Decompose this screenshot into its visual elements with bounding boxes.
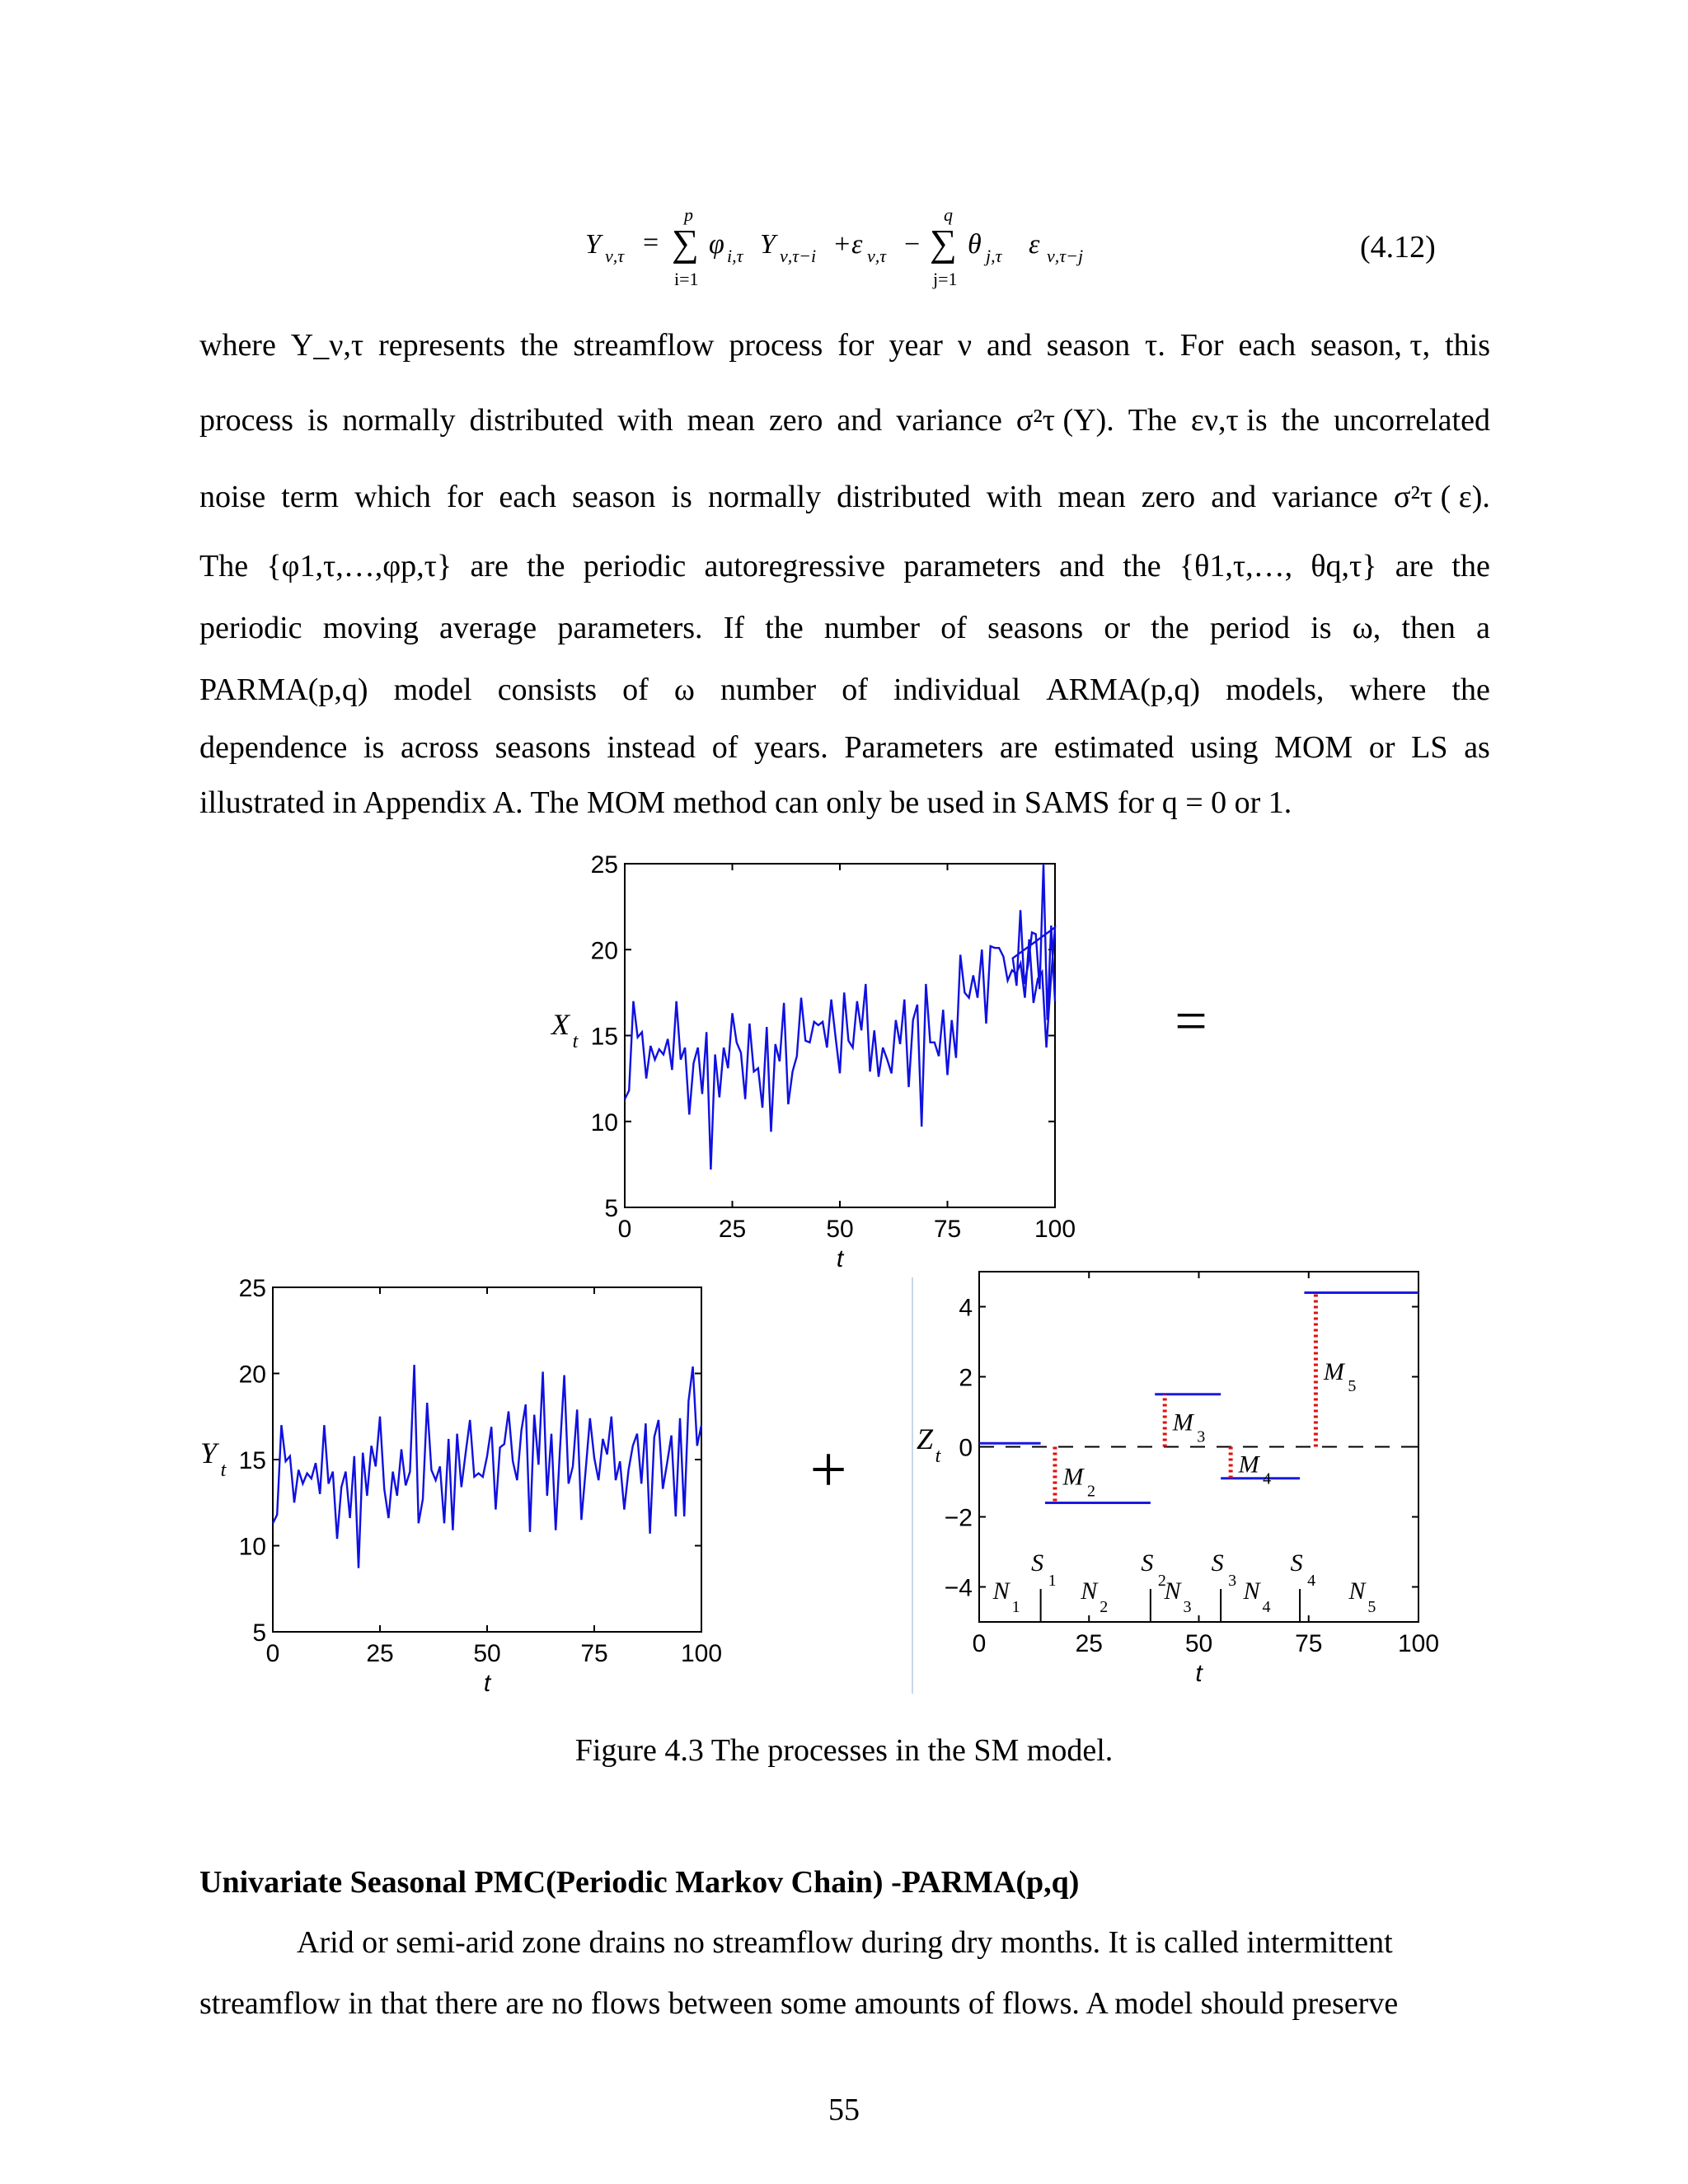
word: MOM xyxy=(1274,730,1353,765)
paragraph-line-8: illustrated in Appendix A. The MOM method can only be used in SAMS for q = 0 or 1. xyxy=(199,785,1292,820)
word: normally xyxy=(342,403,456,438)
word: The xyxy=(199,549,249,583)
segment-label: N xyxy=(1243,1577,1260,1605)
eq-phi-sub: i,τ xyxy=(727,246,743,266)
word: moving xyxy=(322,611,419,645)
word: as xyxy=(1464,730,1490,765)
word: model xyxy=(393,673,472,707)
word: zero xyxy=(1141,480,1196,514)
word: using xyxy=(1190,730,1259,765)
word: distributed xyxy=(469,403,604,438)
axes-frame xyxy=(625,864,1055,1207)
word: period xyxy=(1209,611,1290,645)
series-line xyxy=(273,1365,701,1568)
figure-4-3 xyxy=(0,832,1688,1739)
y-tick-label: 20 xyxy=(590,937,618,965)
word: for xyxy=(837,328,874,363)
word: ω xyxy=(673,673,695,707)
word: the xyxy=(520,328,559,363)
y-axis-label-sub: t xyxy=(935,1446,941,1467)
plot-x-t xyxy=(550,851,1076,1272)
word: term xyxy=(281,480,339,514)
word: process xyxy=(199,403,293,438)
word: the xyxy=(1451,549,1490,583)
word: of xyxy=(940,611,967,645)
eq-phi: φ xyxy=(709,229,724,260)
eq-lhs-sub: ν,τ xyxy=(605,246,625,266)
word: autoregressive xyxy=(704,549,885,583)
eq-sum2-upper: q xyxy=(944,204,953,225)
word: Y_ν,τ xyxy=(290,328,364,363)
eq-sum2-sigma: ∑ xyxy=(930,222,957,264)
word: then xyxy=(1401,611,1456,645)
word: or xyxy=(1104,611,1131,645)
word: dependence xyxy=(199,730,348,765)
word: the xyxy=(765,611,804,645)
y-tick-label: 4 xyxy=(959,1294,973,1322)
word: mean xyxy=(687,403,755,438)
x-tick-label: 100 xyxy=(1397,1630,1440,1657)
paragraph-line-5 xyxy=(199,610,1490,646)
segment-label-sub: 4 xyxy=(1262,1598,1271,1616)
segment-label-sub: 2 xyxy=(1100,1598,1109,1616)
eq-theta-sub: j,τ xyxy=(986,246,1002,266)
word: variance xyxy=(1272,480,1378,514)
word: Parameters xyxy=(844,730,984,765)
eq-eps2-sub: ν,τ−j xyxy=(1047,246,1084,266)
series-line xyxy=(625,864,1055,1169)
word: and xyxy=(1059,549,1104,583)
segment-label: N xyxy=(992,1577,1010,1605)
y-tick-label: 2 xyxy=(959,1364,973,1392)
word: years. xyxy=(754,730,828,765)
word: variance xyxy=(896,403,1002,438)
mean-label-sub: 2 xyxy=(1086,1482,1095,1501)
switch-label-sub: 3 xyxy=(1228,1572,1237,1590)
word: with xyxy=(617,403,673,438)
word: instead xyxy=(607,730,696,765)
word: parameters xyxy=(903,549,1041,583)
x-tick-label: 0 xyxy=(265,1640,280,1667)
word: PARMA(p,q) xyxy=(199,673,368,707)
word: parameters. xyxy=(557,611,703,645)
eq-equals: = xyxy=(643,227,659,258)
y-tick-label: 5 xyxy=(604,1195,618,1222)
word: The xyxy=(1128,403,1177,438)
eq-y2: Y xyxy=(760,229,776,260)
y-axis-label: X xyxy=(551,1008,570,1041)
word: individual xyxy=(893,673,1021,707)
word: seasons xyxy=(495,730,591,765)
equation-4-12 xyxy=(577,204,1170,303)
word: with xyxy=(986,480,1043,514)
mean-label-sub: 5 xyxy=(1348,1377,1357,1395)
eq-y2-sub: ν,τ−i xyxy=(780,246,817,266)
x-tick-label: 25 xyxy=(718,1216,747,1243)
word: this xyxy=(1445,328,1490,363)
equals-symbol: = xyxy=(1175,990,1207,1053)
word: of xyxy=(711,730,738,765)
x-axis-label: t xyxy=(836,1245,844,1272)
eq-sum1-sigma: ∑ xyxy=(672,222,699,264)
word: {θ1,τ,…, xyxy=(1179,549,1293,583)
word: and xyxy=(837,403,883,438)
word: where xyxy=(1349,673,1427,707)
y-tick-label: 10 xyxy=(238,1533,266,1561)
x-tick-label: 25 xyxy=(1075,1630,1103,1657)
word: estimated xyxy=(1053,730,1175,765)
word: is xyxy=(307,403,329,438)
word: a xyxy=(1476,611,1490,645)
y-tick-label: 25 xyxy=(590,851,618,879)
paragraph-line-4 xyxy=(199,548,1490,584)
x-tick-label: 50 xyxy=(826,1216,854,1243)
word: periodic xyxy=(583,549,687,583)
plot-z-t xyxy=(917,1272,1439,1687)
word: the xyxy=(1281,403,1320,438)
word: {φ1,τ,…,φp,τ} xyxy=(266,549,452,583)
y-tick-label: 15 xyxy=(238,1447,266,1474)
switch-label: S xyxy=(1141,1549,1154,1577)
word: are xyxy=(1395,549,1434,583)
switch-label: S xyxy=(1031,1549,1044,1577)
word: distributed xyxy=(837,480,971,514)
paragraph-line-7 xyxy=(199,729,1490,766)
x-tick-label: 100 xyxy=(1034,1216,1076,1243)
x-tick-label: 75 xyxy=(580,1640,608,1667)
plot-y-t xyxy=(200,1275,722,1697)
paragraph-line-3 xyxy=(199,479,1490,515)
segment-label: N xyxy=(1081,1577,1098,1605)
word: For xyxy=(1179,328,1224,363)
x-axis-label: t xyxy=(1195,1660,1203,1687)
x-tick-label: 0 xyxy=(972,1630,987,1657)
word: of xyxy=(842,673,868,707)
y-tick-label: 5 xyxy=(252,1619,266,1647)
x-tick-label: 25 xyxy=(366,1640,394,1667)
word: is xyxy=(363,730,385,765)
word: season xyxy=(572,480,656,514)
word: the xyxy=(1123,549,1161,583)
word: LS xyxy=(1411,730,1448,765)
word: each xyxy=(499,480,556,514)
word: ω, xyxy=(1352,611,1381,645)
word: each xyxy=(1238,328,1296,363)
paragraph-line-2 xyxy=(199,402,1490,438)
segment-label: N xyxy=(1164,1577,1181,1605)
word: ν xyxy=(957,328,973,363)
word: ARMA(p,q) xyxy=(1046,673,1201,707)
x-tick-label: 0 xyxy=(617,1216,632,1243)
word: and xyxy=(986,328,1032,363)
word: are xyxy=(999,730,1039,765)
y-axis-label: Z xyxy=(916,1422,934,1455)
word: seasons xyxy=(987,611,1084,645)
switch-label: S xyxy=(1211,1549,1224,1577)
y-tick-label: −2 xyxy=(944,1504,973,1532)
y-axis-label-sub: t xyxy=(572,1031,579,1052)
word: zero xyxy=(768,403,823,438)
word: where xyxy=(199,328,276,363)
word: is xyxy=(1311,611,1332,645)
word: average xyxy=(439,611,537,645)
eq-lhs: Y xyxy=(585,229,601,260)
word: or xyxy=(1368,730,1395,765)
equation-number: (4.12) xyxy=(1360,230,1436,265)
eq-plus-eps: +ε xyxy=(832,229,863,260)
segment-label-sub: 3 xyxy=(1183,1598,1192,1616)
y-tick-label: 15 xyxy=(590,1023,618,1051)
word: σ²τ (Y). xyxy=(1015,403,1114,438)
y-tick-label: 0 xyxy=(959,1434,973,1462)
switch-label-sub: 2 xyxy=(1157,1572,1166,1590)
word: the xyxy=(527,549,565,583)
switch-label-sub: 1 xyxy=(1048,1572,1057,1590)
word: the xyxy=(1151,611,1189,645)
mean-label: M xyxy=(1062,1463,1084,1491)
word: represents xyxy=(378,328,506,363)
mean-label: M xyxy=(1172,1408,1193,1436)
word: for xyxy=(446,480,484,514)
word: noise xyxy=(199,480,266,514)
word: models, xyxy=(1226,673,1325,707)
word: streamflow xyxy=(573,328,715,363)
eq-sum1-upper: p xyxy=(684,204,693,225)
word: is xyxy=(671,480,692,514)
word: season xyxy=(1046,328,1131,363)
mean-label-sub: 4 xyxy=(1263,1469,1272,1488)
page-number: 55 xyxy=(828,2093,860,2127)
word: uncorrelated xyxy=(1334,403,1490,438)
paragraph-line-1 xyxy=(199,327,1490,363)
eq-theta: θ xyxy=(968,229,982,260)
word: consists xyxy=(497,673,598,707)
word: If xyxy=(723,611,745,645)
word: the xyxy=(1451,673,1490,707)
word: process xyxy=(729,328,823,363)
paragraph-line-6 xyxy=(199,672,1490,708)
switch-label-sub: 4 xyxy=(1307,1572,1316,1590)
y-axis-label-sub: t xyxy=(220,1460,227,1481)
y-tick-label: −4 xyxy=(944,1574,973,1602)
word: normally xyxy=(707,480,822,514)
word: of xyxy=(622,673,649,707)
y-tick-label: 10 xyxy=(590,1108,618,1137)
mean-label: M xyxy=(1323,1358,1344,1385)
switch-label: S xyxy=(1290,1549,1303,1577)
word: σ²τ ( ε). xyxy=(1393,480,1490,514)
x-tick-label: 100 xyxy=(680,1640,723,1667)
x-tick-label: 50 xyxy=(1184,1630,1213,1657)
eq-eps2: ε xyxy=(1029,229,1040,260)
word: θq,τ} xyxy=(1311,549,1377,583)
word: mean xyxy=(1057,480,1126,514)
word: year xyxy=(889,328,943,363)
mean-label-sub: 3 xyxy=(1197,1427,1206,1446)
word: number xyxy=(823,611,920,645)
word: and xyxy=(1211,480,1257,514)
paragraph2-line-1: Arid or semi-arid zone drains no streamflow during dry months. It is called intermittent xyxy=(297,1925,1393,1960)
y-axis-label: Y xyxy=(199,1436,218,1469)
figure-caption: Figure 4.3 The processes in the SM model. xyxy=(574,1733,1114,1768)
word: which xyxy=(354,480,431,514)
paragraph2-line-2: streamflow in that there are no flows between some amounts of flows. A model should preserve xyxy=(199,1986,1399,2021)
x-axis-label: t xyxy=(483,1670,491,1697)
y-tick-label: 20 xyxy=(238,1361,266,1389)
segment-label: N xyxy=(1348,1577,1366,1605)
eq-sum1-lower: i=1 xyxy=(674,269,699,289)
segment-label-sub: 5 xyxy=(1367,1598,1376,1616)
plus-symbol: + xyxy=(809,1434,847,1507)
segment-label-sub: 1 xyxy=(1011,1598,1020,1616)
word: number xyxy=(720,673,817,707)
x-tick-label: 75 xyxy=(1295,1630,1323,1657)
x-tick-label: 50 xyxy=(473,1640,501,1667)
eq-eps-sub: ν,τ xyxy=(867,246,887,266)
section-heading: Univariate Seasonal PMC(Periodic Markov Chain) -PARMA(p,q) xyxy=(199,1865,1080,1900)
y-tick-label: 25 xyxy=(238,1275,266,1302)
x-tick-label: 75 xyxy=(933,1216,962,1243)
mean-label: M xyxy=(1238,1451,1259,1479)
word: τ. xyxy=(1145,328,1165,363)
word: season, τ, xyxy=(1311,328,1431,363)
word: across xyxy=(401,730,479,765)
eq-sum2-lower: j=1 xyxy=(933,269,958,289)
eq-minus: − xyxy=(904,229,921,260)
word: periodic xyxy=(199,611,302,645)
word: are xyxy=(470,549,509,583)
word: εν,τ is xyxy=(1190,403,1268,438)
